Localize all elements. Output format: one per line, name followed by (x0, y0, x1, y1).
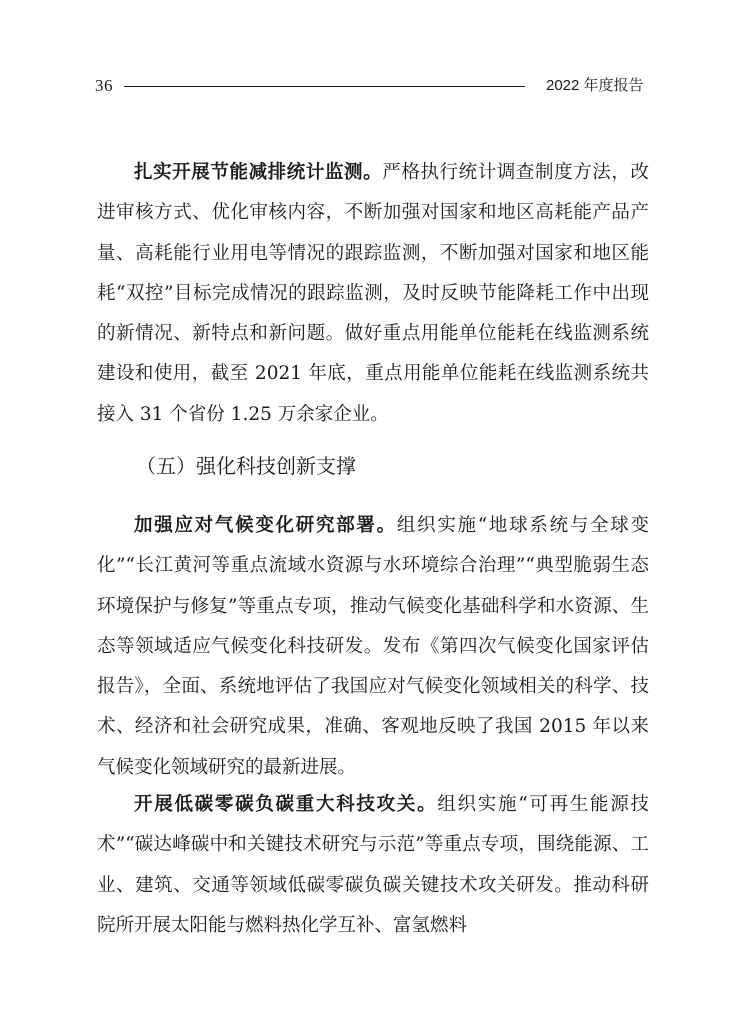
paragraph-body: 严格执行统计调查制度方法，改进审核方式、优化审核内容，不断加强对国家和地区高耗能产品产量、高耗能行业用电等情况的跟踪监测，不断加强对国家和地区能耗“双控”目标完成情况的跟踪监测，及时反映节能降耗工作中出现的新情况、新特点和新问题。做好重点用能单位能耗在线监测系统建设和使用，截至 2021 年底，重点用能单位能耗在线监测系统共接入 31 个省份 1.25 万余家企业。 (97, 162, 649, 425)
paragraph-low-carbon-tech (97, 785, 649, 946)
paragraph-body: 组织实施“可再生能源技术”“碳达峰碳中和关键技术研究与示范”等重点专项，围绕能源、工业、建筑、交通等领域低碳零碳负碳关键技术攻关研发。推动科研院所开展太阳能与燃料热化学互补、富氢燃料 (97, 794, 649, 936)
paragraph-lead: 加强应对气候变化研究部署。 (134, 515, 397, 536)
paragraph-lead: 扎实开展节能减排统计监测。 (134, 162, 383, 183)
page-number: 36 (95, 76, 113, 95)
paragraph-energy-monitoring (97, 153, 649, 435)
paragraph-lead: 开展低碳零碳负碳重大科技攻关。 (134, 794, 438, 815)
running-header-title: 2022 年度报告 (546, 77, 644, 94)
paragraph-climate-research (97, 506, 649, 788)
paragraph-body: 组织实施“地球系统与全球变化”“长江黄河等重点流域水资源与水环境综合治理”“典型脆弱生态环境保护与修复”等重点专项，推动气候变化基础科学和水资源、生态等领域适应气候变化科技研发。发布《第四次气候变化国家评估报告》，全面、系统地评估了我国应对气候变化领域相关的科学、技术、经济和社会研究成果，准确、客观地反映了我国 2015 年以来气候变化领域研究的最新进展。 (97, 515, 649, 778)
section-heading: （五）强化科技创新支撑 (136, 454, 356, 478)
header-divider (124, 86, 525, 87)
